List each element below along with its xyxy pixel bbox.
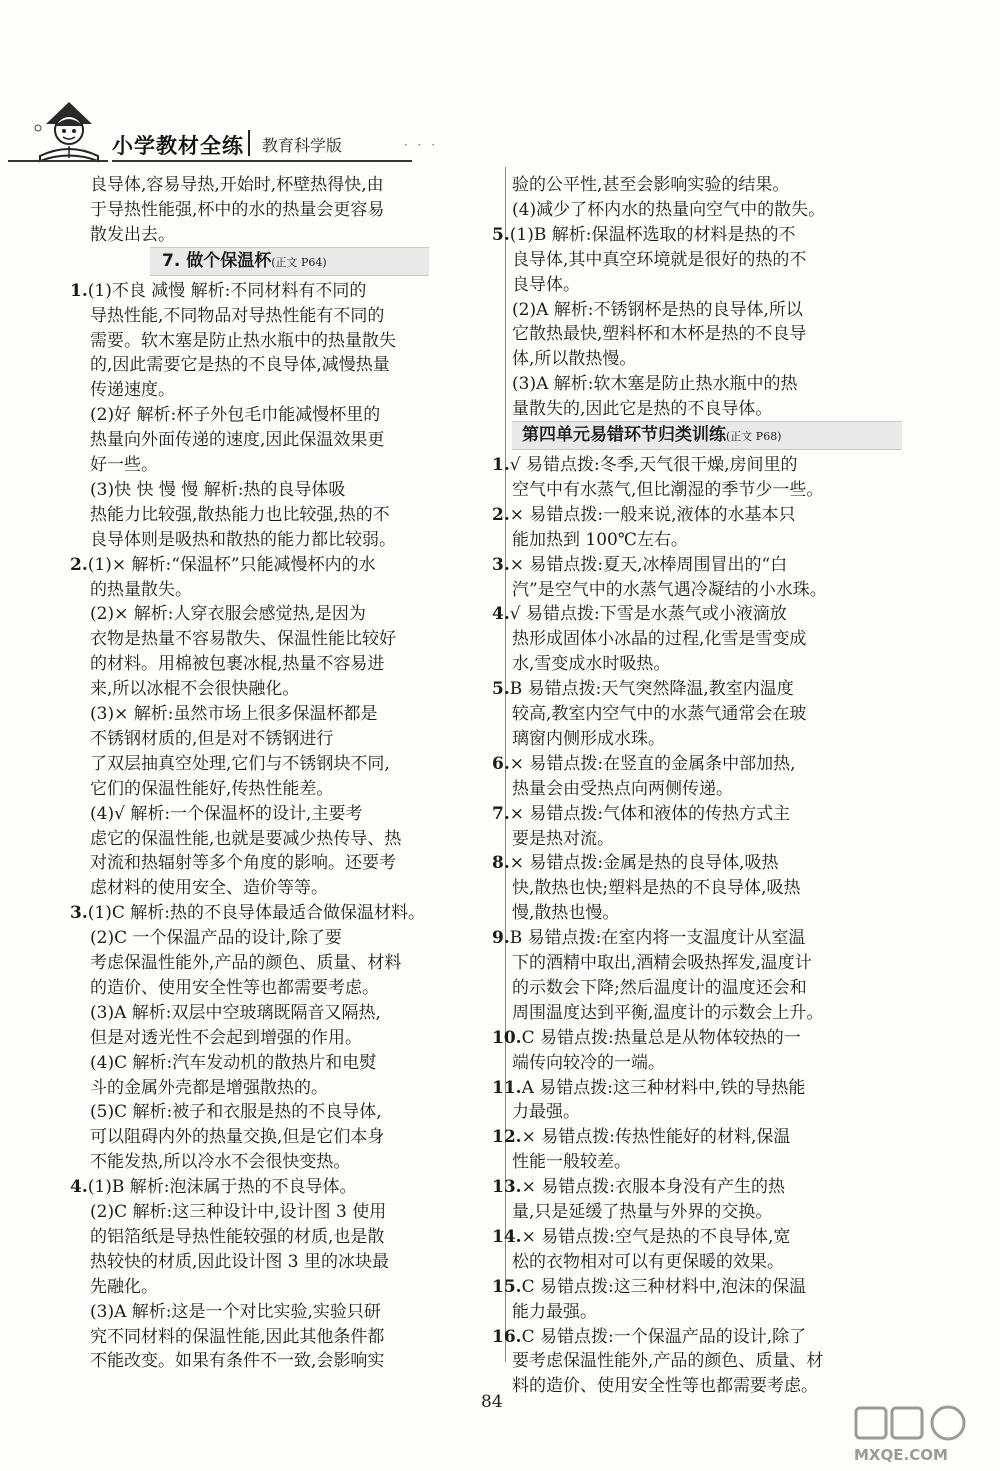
question-number: 16. — [492, 1326, 522, 1347]
line-text: √ 易错点拨:下雪是水蒸气或小液滴放 — [509, 604, 787, 625]
line-text: 热较快的材质,因此设计图 3 里的冰块最 — [90, 1251, 390, 1272]
question-number: 14. — [492, 1226, 522, 1247]
line-text: × 易错点拨:一般来说,液体的水基本只 — [509, 504, 796, 525]
line-text: 松的衣物相对可以有更保暖的效果。 — [512, 1251, 784, 1272]
line-text: B 易错点拨:天气突然降温,教室内温度 — [509, 679, 794, 700]
line-text: 快,散热也快;塑料是热的不良导体,吸热 — [512, 878, 801, 899]
line-text: 究不同材料的保温性能,因此其他条件都 — [90, 1326, 385, 1347]
page-header — [0, 0, 1000, 170]
line-text: 良导体。 — [512, 274, 580, 295]
question-number: 4. — [70, 1177, 88, 1198]
line-text: B 易错点拨:在室内将一支温度计从室温 — [509, 928, 806, 949]
line-text: 考虑保温性能外,产品的颜色、质量、材料 — [90, 953, 402, 973]
line-text: × 易错点拨:空气是热的不良导体,宽 — [521, 1226, 791, 1247]
question-number: 8. — [492, 853, 510, 874]
question-number: 15. — [492, 1276, 522, 1297]
line-text: 导热性能,不同物品对导热性能有不同的 — [90, 305, 385, 326]
line-text: (5)C 解析:被子和衣服是热的不良导体, — [90, 1102, 382, 1123]
line-text: 的热量散失。 — [90, 579, 192, 600]
edition-label: 教育科学版 — [262, 136, 343, 155]
question-number: 10. — [492, 1027, 522, 1048]
line-text: √ 易错点拨:冬季,天气很干燥,房间里的 — [509, 455, 798, 475]
header-rule-left — [8, 160, 108, 162]
line-text: (3)A 解析:软木塞是防止热水瓶中的热 — [512, 374, 798, 395]
line-text: 先融化。 — [90, 1276, 158, 1297]
line-text: 要考虑保温性能外,产品的颜色、质量、材 — [512, 1351, 824, 1372]
line-text: 下的酒精中取出,酒精会吸热挥发,温度计 — [512, 953, 812, 973]
line-text: 能力最强。 — [512, 1301, 597, 1322]
line-text: 不锈钢材质的,但是对不锈钢进行 — [90, 728, 334, 749]
question-number: 1. — [70, 280, 88, 301]
line-text: (2)A 解析:不锈钢杯是热的良导体,所以 — [512, 299, 803, 320]
header-separator — [248, 130, 250, 156]
line-text: 不能改变。如果有条件不一致,会影响实 — [90, 1351, 385, 1372]
line-text: 性能一般较差。 — [512, 1152, 631, 1173]
line-text: 璃窗内侧形成水珠。 — [512, 728, 665, 749]
line-text: (1)不良 减慢 解析:不同材料有不同的 — [87, 280, 367, 301]
question-number: 1. — [492, 455, 510, 475]
line-text: 热量会由受热点向两侧传递。 — [512, 778, 733, 799]
line-text: (3)A 解析:双层中空玻璃既隔音又隔热, — [90, 1002, 381, 1023]
question-number: 6. — [492, 753, 510, 774]
header-dots-decoration: · · · — [404, 138, 439, 152]
line-text: C 易错点拨:这三种材料中,泡沫的保温 — [521, 1276, 807, 1297]
question-number: 2. — [492, 504, 510, 525]
page-number: 84 — [481, 1392, 503, 1412]
line-text: 量散失的,因此它是热的不良导体。 — [512, 399, 773, 420]
line-text: 良导体,容易导热,开始时,杯壁热得快,由 — [90, 175, 384, 195]
line-text: 对流和热辐射等多个角度的影响。还要考 — [90, 853, 396, 874]
line-text: 水,雪变成水时吸热。 — [512, 654, 671, 675]
line-text: 来,所以冰棍不会很快融化。 — [90, 679, 300, 700]
question-number: 5. — [492, 679, 510, 700]
section-page-ref: (正文 P68) — [726, 430, 782, 443]
line-text: × 易错点拨:传热性能好的材料,保温 — [521, 1127, 791, 1148]
line-text: × 易错点拨:夏天,冰棒周围冒出的“白 — [509, 554, 788, 575]
line-text: 可以阻碍内外的热量交换,但是它们本身 — [90, 1127, 385, 1148]
line-text: 衣物是热量不容易散失、保温性能比较好 — [90, 629, 396, 650]
line-text: × 易错点拨:金属是热的良导体,吸热 — [509, 853, 779, 874]
left-column — [70, 170, 490, 1375]
text-line — [512, 1371, 922, 1401]
line-text: (4)C 解析:汽车发动机的散热片和电熨 — [90, 1052, 377, 1073]
line-text: 周围温度达到平衡,温度计的示数会上升。 — [512, 1002, 824, 1023]
line-text: 热能力比较强,散热能力也比较强,热的不 — [90, 504, 390, 525]
question-number: 11. — [492, 1077, 522, 1098]
text-line — [90, 220, 500, 250]
line-text: 需要。软木塞是防止热水瓶中的热量散失 — [90, 330, 396, 351]
line-text: 它散热最快,塑料杯和木杯是热的不良导 — [512, 324, 807, 345]
line-text: 散发出去。 — [90, 224, 175, 245]
question-number: 2. — [70, 554, 88, 575]
line-text: 于导热性能强,杯中的水的热量会更容易 — [90, 199, 385, 220]
text-line — [90, 1346, 500, 1376]
watermark-stamp — [852, 1404, 982, 1464]
line-text: C 易错点拨:一个保温产品的设计,除了 — [521, 1326, 807, 1347]
line-text: 虑材料的使用安全、造价等等。 — [90, 878, 328, 899]
line-text: 量,只是延缓了热量与外界的交换。 — [512, 1202, 773, 1222]
line-text: 好一些。 — [90, 455, 158, 475]
brand-title: 小学教材全练 — [112, 134, 244, 158]
line-text: (3)× 解析:虽然市场上很多保温杯都是 — [90, 704, 378, 724]
line-text: 良导体,其中真空环境就是很好的热的不 — [512, 249, 807, 270]
line-text: 要是热对流。 — [512, 828, 614, 849]
section-title: 第四单元易错环节归类训练 — [522, 425, 726, 445]
question-number: 7. — [492, 803, 510, 824]
line-text: 体,所以散热慢。 — [512, 349, 637, 370]
header-rule-right — [112, 160, 412, 162]
line-text: 验的公平性,甚至会影响实验的结果。 — [512, 175, 790, 195]
line-text: × 易错点拨:在竖直的金属条中部加热, — [509, 753, 796, 774]
line-text: (4)√ 解析:一个保温杯的设计,主要考 — [90, 803, 363, 824]
section-heading — [512, 421, 902, 450]
line-text: × 易错点拨:气体和液体的传热方式主 — [509, 803, 791, 824]
line-text: 慢,散热也慢。 — [512, 903, 620, 924]
line-text: 良导体则是吸热和散热的能力都比较弱。 — [90, 529, 396, 550]
question-number: 9. — [492, 928, 510, 949]
line-text: 的示数会下降;然后温度计的温度还会和 — [512, 977, 807, 998]
line-text: 但是对透光性不会起到增强的作用。 — [90, 1027, 362, 1048]
line-text: 不能发热,所以冷水不会很快变热。 — [90, 1152, 351, 1173]
line-text: 较高,教室内空气中的水蒸气通常会在玻 — [512, 704, 807, 724]
question-number: 3. — [492, 554, 510, 575]
line-text: 的造价、使用安全性等也都需要考虑。 — [90, 977, 379, 998]
line-text: (2)× 解析:人穿衣服会感觉热,是因为 — [90, 604, 366, 625]
line-text: (1)C 解析:热的不良导体最适合做保温材料。 — [87, 903, 425, 924]
question-number: 5. — [492, 224, 510, 245]
line-text: 热量向外面传递的速度,因此保温效果更 — [90, 430, 385, 451]
line-text: 传递速度。 — [90, 380, 175, 401]
right-column — [492, 170, 912, 1397]
section-heading — [150, 247, 429, 276]
line-text: (2)好 解析:杯子外包毛巾能减慢杯里的 — [90, 405, 381, 426]
question-number: 4. — [492, 604, 510, 625]
question-number: 3. — [70, 903, 88, 924]
section-title: 7. 做个保温杯 — [162, 250, 272, 271]
line-text: 端传向较冷的一端。 — [512, 1052, 665, 1073]
line-text: (1)× 解析:“保温杯”只能减慢杯内的水 — [87, 554, 376, 575]
line-text: 空气中有水蒸气,但比潮湿的季节少一些。 — [512, 479, 824, 500]
line-text: 的材料。用棉被包裹冰棍,热量不容易进 — [90, 654, 385, 675]
line-text: 斗的金属外壳都是增强散热的。 — [90, 1077, 328, 1098]
section-page-ref: (正文 P64) — [271, 255, 327, 269]
line-text: 的,因此需要它是热的不良导体,减慢热量 — [90, 355, 390, 376]
line-text: (3)A 解析:这是一个对比实验,实验只研 — [90, 1301, 381, 1322]
line-text: (4)减少了杯内水的热量向空气中的散失。 — [512, 199, 826, 220]
line-text: × 易错点拨:衣服本身没有产生的热 — [521, 1177, 785, 1198]
line-text: 力最强。 — [512, 1102, 580, 1123]
line-text: 虑它的保温性能,也就是要减少热传导、热 — [90, 828, 402, 849]
line-text: (1)B 解析:保温杯选取的材料是热的不 — [509, 224, 796, 245]
line-text: 料的造价、使用安全性等也都需要考虑。 — [512, 1376, 818, 1397]
line-text: (3)快 快 慢 慢 解析:热的良导体吸 — [90, 479, 346, 500]
svg-text:MXQE.COM: MXQE.COM — [854, 1446, 948, 1464]
line-text: 汽”是空气中的水蒸气遇冷凝结的小水珠。 — [512, 579, 827, 600]
line-text: A 易错点拨:这三种材料中,铁的导热能 — [521, 1077, 806, 1098]
mascot-reading-icon — [32, 98, 106, 164]
text-line — [512, 394, 922, 424]
line-text: (2)C 一个保温产品的设计,除了要 — [90, 928, 342, 949]
line-text: 能加热到 100℃左右。 — [512, 529, 688, 550]
line-text: 的铝箔纸是导热性能较强的材质,也是散 — [90, 1226, 385, 1247]
question-number: 13. — [492, 1177, 522, 1198]
line-text: 热形成固体小冰晶的过程,化雪是雪变成 — [512, 629, 807, 650]
question-number: 12. — [492, 1127, 522, 1148]
line-text: (1)B 解析:泡沫属于热的不良导体。 — [87, 1177, 357, 1198]
line-text: 了双层抽真空处理,它们与不锈钢块不同, — [90, 753, 390, 774]
line-text: C 易错点拨:热量总是从物体较热的一 — [521, 1027, 801, 1048]
line-text: 它们的保温性能好,传热性能差。 — [90, 778, 334, 799]
line-text: (2)C 解析:这三种设计中,设计图 3 使用 — [90, 1202, 387, 1222]
